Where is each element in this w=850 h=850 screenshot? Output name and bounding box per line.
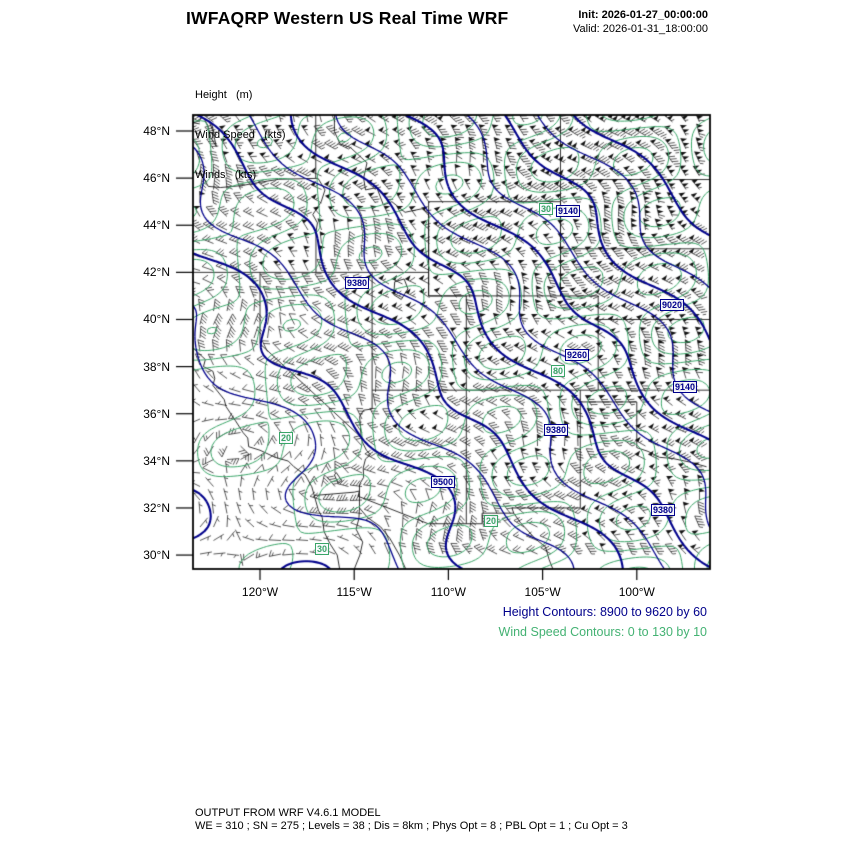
wind-speed-contour-label: 80 — [552, 366, 564, 376]
lat-tick-label: 30°N — [143, 548, 170, 563]
wind-speed-contour-label: 20 — [280, 433, 292, 443]
caption-height-contours: Height Contours: 8900 to 9620 by 60 — [502, 605, 707, 619]
height-contour-label: 9380 — [545, 425, 567, 435]
wind-speed-contour-label: 30 — [316, 544, 328, 554]
height-contour-label: 9260 — [566, 350, 588, 360]
lon-tick-label: 105°W — [524, 585, 561, 599]
footer-model-line: OUTPUT FROM WRF V4.6.1 MODEL — [195, 807, 381, 819]
lat-tick-label: 36°N — [143, 406, 170, 421]
valid-time: Valid: 2026-01-31_18:00:00 — [573, 22, 708, 35]
height-contour-label: 9140 — [674, 382, 696, 392]
lat-tick-label: 40°N — [143, 312, 170, 327]
height-contour-label: 9500 — [432, 477, 454, 487]
time-block — [573, 9, 708, 36]
legend — [195, 63, 285, 208]
height-contour-label: 9140 — [557, 206, 579, 216]
lat-tick-label: 34°N — [143, 453, 170, 468]
lon-tick-label: 100°W — [618, 585, 655, 599]
legend-winds-line: Winds (kts) — [195, 168, 257, 181]
wind-speed-contour-label: 30 — [540, 204, 552, 214]
lat-tick-label: 38°N — [143, 359, 170, 374]
footer — [195, 807, 628, 833]
lat-tick-label: 32°N — [143, 500, 170, 515]
footer-config-line: WE = 310 ; SN = 275 ; Levels = 38 ; Dis = 8km ; Phys Opt = 8 ; PBL Opt = 1 ; Cu Opt = 3 — [195, 820, 628, 833]
lat-tick-label: 48°N — [143, 124, 170, 138]
lat-tick-label: 42°N — [143, 265, 170, 280]
lon-tick-label: 115°W — [336, 585, 372, 599]
height-contour-label: 9380 — [346, 278, 368, 288]
lat-tick-label: 46°N — [143, 171, 170, 186]
lon-tick-label: 120°W — [241, 585, 279, 599]
init-time: Init: 2026-01-27_00:00:00 — [578, 9, 708, 21]
legend-wind-speed-line: Wind Speed (kts) — [195, 129, 286, 142]
wind-speed-contour-label: 20 — [485, 516, 497, 526]
legend-height-line: Height (m) — [195, 89, 253, 102]
lon-tick-label: 110°W — [430, 585, 467, 599]
height-contour-label: 9380 — [652, 505, 674, 515]
lat-tick-label: 44°N — [143, 218, 170, 233]
plot-title: IWFAQRP Western US Real Time WRF — [186, 8, 509, 28]
height-contour-label: 9020 — [661, 300, 683, 310]
caption-wind-speed-contours: Wind Speed Contours: 0 to 130 by 10 — [498, 625, 707, 639]
